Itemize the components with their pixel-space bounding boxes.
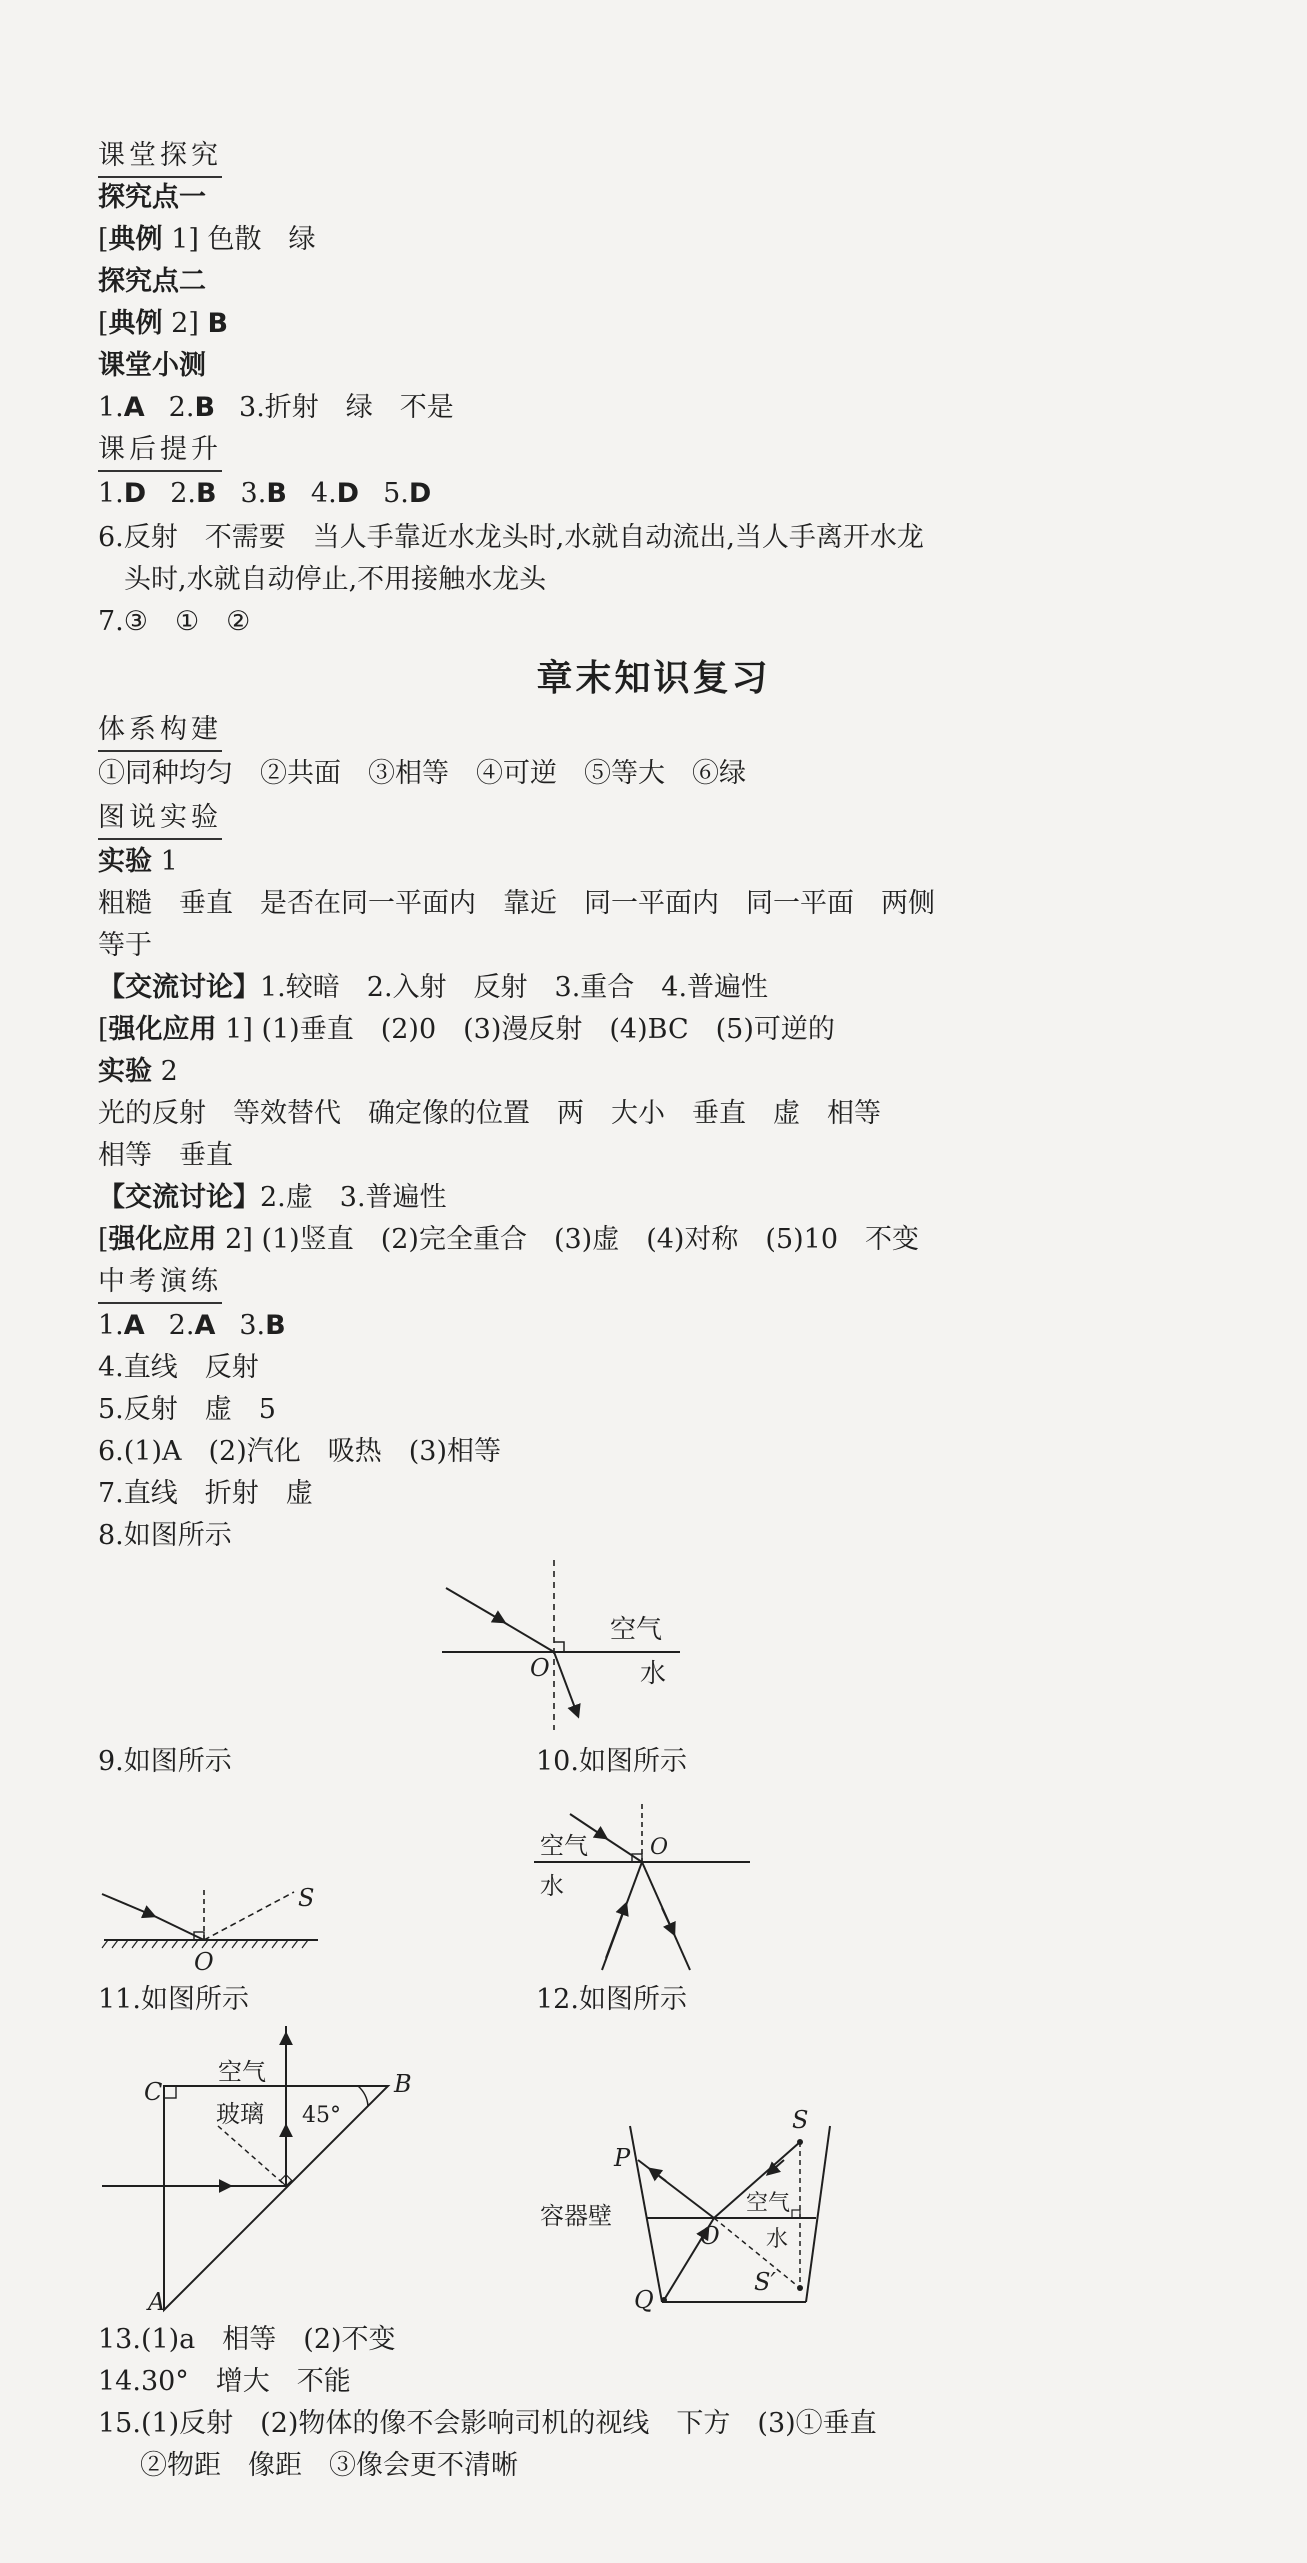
f9-O-label: O <box>194 1948 214 1976</box>
section-zhongkao: 中考演练 <box>98 1264 222 1304</box>
zhongkao-1-3: 1.A 2.A 3.B <box>98 1310 286 1341</box>
kehou-answer-6a: 6.反射 不需要 当人手靠近水龙头时,水就自动流出,当人手离开水龙 <box>98 522 924 553</box>
kehou-answer-7: 7.③ ① ② <box>98 606 251 637</box>
f10-water-label: 水 <box>540 1872 564 1900</box>
dianli-1: [典例 1] 色散 绿 <box>98 224 316 255</box>
f12-wall-label: 容器壁 <box>540 2202 612 2230</box>
qianghua-1: [强化应用 1] (1)垂直 (2)0 (3)漫反射 (4)BC (5)可逆的 <box>98 1014 835 1045</box>
zhongkao-5: 5.反射 虚 5 <box>98 1394 276 1425</box>
f10-O-label: O <box>650 1835 669 1860</box>
f10-air-label: 空气 <box>540 1832 588 1860</box>
f11-A-label: A <box>148 2288 166 2316</box>
zhongkao-12: 12.如图所示 <box>536 1984 687 2015</box>
zhongkao-6: 6.(1)A (2)汽化 吸热 (3)相等 <box>98 1436 501 1467</box>
f12-Q-label: Q <box>634 2286 654 2314</box>
tanjiu-2-heading: 探究点二 <box>98 266 206 297</box>
section-kehou-tisheng: 课后提升 <box>98 432 222 472</box>
f12-Sprime-label: S′ <box>754 2268 776 2296</box>
zhongkao-10: 10.如图所示 <box>536 1746 687 1777</box>
f11-B-label: B <box>394 2070 412 2098</box>
section-ketang-tanjiu: 课堂探究 <box>98 138 222 178</box>
zhongkao-8: 8.如图所示 <box>98 1520 232 1551</box>
shiyan-2-line-a: 光的反射 等效替代 确定像的位置 两 大小 垂直 虚 相等 <box>98 1098 881 1129</box>
qianghua-2: [强化应用 2] (1)竖直 (2)完全重合 (3)虚 (4)对称 (5)10 不变 <box>98 1224 920 1255</box>
kehou-answer-6b: 头时,水就自动停止,不用接触水龙头 <box>124 564 547 595</box>
xiaoce-answers: 1.A 2.B 3.折射 绿 不是 <box>98 392 454 423</box>
zhongkao-14: 14.30° 增大 不能 <box>98 2366 351 2397</box>
zhongkao-7: 7.直线 折射 虚 <box>98 1478 313 1509</box>
zhongkao-15a: 15.(1)反射 (2)物体的像不会影响司机的视线 下方 (3)①垂直 <box>98 2408 877 2439</box>
zhongkao-4: 4.直线 反射 <box>98 1352 259 1383</box>
chapter-review-title: 章末知识复习 <box>536 658 771 699</box>
f12-air-label: 空气 <box>746 2191 791 2216</box>
figure-12-container <box>530 2106 850 2326</box>
f11-glass-label: 玻璃 <box>216 2100 264 2128</box>
zhongkao-15b: ②物距 像距 ③像会更不清晰 <box>140 2450 518 2481</box>
f9-S-label: S <box>298 1884 315 1912</box>
zhongkao-13: 13.(1)a 相等 (2)不变 <box>98 2324 396 2355</box>
zhongkao-9: 9.如图所示 <box>98 1746 232 1777</box>
dianli-2: [典例 2] B <box>98 308 229 339</box>
shiyan-1-line-a: 粗糙 垂直 是否在同一平面内 靠近 同一平面内 同一平面 两侧 <box>98 888 935 919</box>
shiyan-2-line-b: 相等 垂直 <box>98 1140 233 1171</box>
jiaoliu-2: 【交流讨论】2.虚 3.普遍性 <box>98 1182 447 1213</box>
section-tushuo: 图说实验 <box>98 800 222 840</box>
figure-11-prism <box>98 2026 418 2316</box>
f12-P-label: P <box>614 2144 631 2172</box>
figure-8-refraction <box>430 1560 710 1740</box>
f11-C-label: C <box>144 2078 163 2106</box>
zhongkao-11: 11.如图所示 <box>98 1984 249 2015</box>
jiaoliu-1: 【交流讨论】1.较暗 2.入射 反射 3.重合 4.普遍性 <box>98 972 769 1003</box>
f12-water-label: 水 <box>766 2227 789 2252</box>
shiyan-1-line-b: 等于 <box>98 930 152 961</box>
figure-10-refraction <box>530 1800 770 1990</box>
shiyan-1-heading: 实验 1 <box>98 846 178 877</box>
f12-S-label: S <box>792 2106 809 2134</box>
f11-angle-label: 45° <box>302 2103 341 2128</box>
figure-9-reflection <box>98 1870 338 1976</box>
f8-water-label: 水 <box>640 1659 667 1689</box>
ketang-xiaoce-heading: 课堂小测 <box>98 350 206 381</box>
f8-air-label: 空气 <box>610 1615 663 1645</box>
section-tixi: 体系构建 <box>98 712 222 752</box>
f12-O-label: O <box>700 2222 720 2250</box>
f8-O-label: O <box>530 1654 550 1682</box>
tixi-answers: ①同种均匀 ②共面 ③相等 ④可逆 ⑤等大 ⑥绿 <box>98 758 746 789</box>
tanjiu-1-heading: 探究点一 <box>98 182 206 213</box>
f11-air-label: 空气 <box>218 2058 266 2086</box>
kehou-answers-1-5: 1.D 2.B 3.B 4.D 5.D <box>98 478 432 509</box>
shiyan-2-heading: 实验 2 <box>98 1056 178 1087</box>
